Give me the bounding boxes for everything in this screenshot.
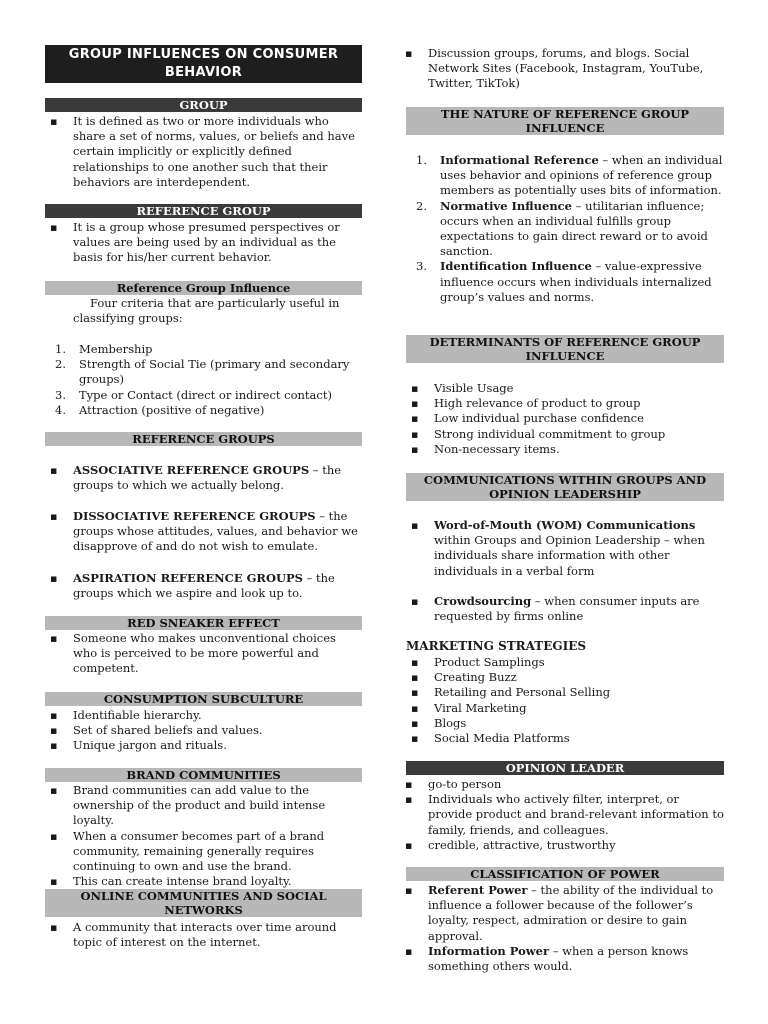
list-item: ▪ Visible Usage — [406, 381, 724, 396]
list-item: ▪ Information Power – when a person knows something others would. — [400, 944, 724, 974]
list-item: ▪ Blogs — [406, 716, 724, 731]
nature-list — [406, 153, 724, 305]
list-item: ▪ Viral Marketing — [406, 701, 724, 716]
list-item: ▪ Social Media Platforms — [406, 731, 724, 746]
list-item: 2. Normative Influence – utilitarian influence; occurs when an individual fulfills group expectations to gain direct reward or to avoid sanction. — [416, 198, 708, 259]
list-item: ▪ Set of shared beliefs and values. — [45, 723, 362, 738]
list-item: ▪ It is a group whose presumed perspectives or values are being used by an individual as the basis for his/her current behavior. — [45, 220, 362, 266]
list-item: ▪ Non-necessary items. — [406, 442, 724, 457]
list-item: ▪ Referent Power – the ability of the individual to influence a follower because of the follower’s loyalty, respect, admiration or desire to gain approval. — [400, 883, 724, 944]
heading-determinants: DETERMINANTS OF REFERENCE GROUP INFLUENCE — [406, 335, 724, 363]
reference-groups-item-2 — [45, 509, 362, 555]
list-item: ▪ Low individual purchase confidence — [406, 411, 724, 426]
online-communities-continued-list — [400, 46, 724, 92]
list-item: ▪ Crowdsourcing – when consumer inputs are requested by firms online — [406, 594, 724, 624]
heading-opinion-leader: OPINION LEADER — [406, 761, 724, 775]
power-list — [400, 883, 724, 974]
list-item: ▪ This can create intense brand loyalty. — [45, 874, 362, 889]
heading-red-sneaker: RED SNEAKER EFFECT — [45, 616, 362, 630]
criteria-intro: Four criteria that are particularly useful in classifying groups: — [73, 296, 340, 326]
list-item: ▪ go-to person — [400, 777, 724, 792]
list-item: 1. Informational Reference – when an individual uses behavior and opinions of reference group members as potentially uses bits of information. — [416, 153, 723, 198]
determinants-list — [406, 381, 724, 457]
heading-reference-group: REFERENCE GROUP — [45, 204, 362, 218]
heading-brand-communities: BRAND COMMUNITIES — [45, 768, 362, 782]
list-item: 3. Type or Contact (direct or indirect contact) — [55, 387, 332, 402]
list-item: ▪ Unique jargon and rituals. — [45, 738, 362, 753]
heading-nature-of-influence: THE NATURE OF REFERENCE GROUP INFLUENCE — [406, 107, 724, 135]
heading-classification-of-power: CLASSIFICATION OF POWER — [406, 867, 724, 881]
heading-communications: COMMUNICATIONS WITHIN GROUPS AND OPINION LEADERSHIP — [406, 473, 724, 501]
online-communities-list — [45, 920, 362, 950]
list-item: ▪ credible, attractive, trustworthy — [400, 838, 724, 853]
heading-consumption-subculture: CONSUMPTION SUBCULTURE — [45, 692, 362, 706]
list-item: 3. Identification Influence – value-expressive influence occurs when individuals internalized group’s values and norms. — [416, 259, 712, 304]
heading-marketing-strategies: MARKETING STRATEGIES — [406, 639, 587, 653]
list-item: ▪ Individuals who actively filter, interpret, or provide product and brand-relevant information to family, friends, and colleagues. — [400, 792, 724, 838]
list-item: ▪ ASSOCIATIVE REFERENCE GROUPS – the groups to which we actually belong. — [45, 463, 362, 493]
communications-item-2 — [406, 594, 724, 624]
list-item: ▪ Retailing and Personal Selling — [406, 685, 724, 700]
reference-groups-item-1 — [45, 463, 362, 493]
opinion-leader-list — [400, 777, 724, 853]
criteria-list — [45, 342, 362, 418]
reference-groups-item-3 — [45, 571, 362, 601]
list-item: ▪ A community that interacts over time around topic of interest on the internet. — [45, 920, 362, 950]
heading-reference-groups: REFERENCE GROUPS — [45, 432, 362, 446]
list-item: ▪ Word-of-Mouth (WOM) Communications within Groups and Opinion Leadership – when individuals share information with other individuals in a verbal form — [406, 518, 724, 579]
reference-group-list — [45, 220, 362, 266]
communications-item-1 — [406, 518, 724, 579]
list-item: ▪ DISSOCIATIVE REFERENCE GROUPS – the groups whose attitudes, values, and behavior we disapprove of and do not wish to emulate. — [45, 509, 362, 555]
red-sneaker-list — [45, 631, 362, 677]
group-list — [45, 114, 362, 190]
heading-group: GROUP — [45, 98, 362, 112]
list-item: ▪ High relevance of product to group — [406, 396, 724, 411]
list-item: 2. Strength of Social Tie (primary and secondary groups) — [55, 357, 350, 387]
list-item: ▪ Someone who makes unconventional choices who is perceived to be more powerful and competent. — [45, 631, 362, 677]
list-item: ▪ ASPIRATION REFERENCE GROUPS – the groups which we aspire and look up to. — [45, 571, 362, 601]
list-item: ▪ Discussion groups, forums, and blogs. Social Network Sites (Facebook, Instagram, YouTube, Twitter, TikTok) — [400, 46, 724, 92]
list-item: ▪ It is defined as two or more individuals who share a set of norms, values, or beliefs and have certain implicitly or explicitly defined relationships to one another such that their behaviors are interdependent. — [45, 114, 362, 190]
heading-online-communities: ONLINE COMMUNITIES AND SOCIAL NETWORKS — [45, 889, 362, 917]
heading-reference-group-influence: Reference Group Influence — [45, 281, 362, 295]
document-title: GROUP INFLUENCES ON CONSUMER BEHAVIOR — [45, 45, 362, 83]
list-item: ▪ Product Samplings — [406, 655, 724, 670]
list-item: ▪ Creating Buzz — [406, 670, 724, 685]
list-item: 4. Attraction (positive of negative) — [55, 402, 265, 417]
list-item: ▪ When a consumer becomes part of a brand community, remaining generally requires continuing to own and use the brand. — [45, 829, 362, 875]
list-item: 1. Membership — [55, 342, 153, 356]
list-item: ▪ Strong individual commitment to group — [406, 427, 724, 442]
marketing-list — [406, 655, 724, 746]
list-item: ▪ Identifiable hierarchy. — [45, 708, 362, 723]
list-item: ▪ Brand communities can add value to the ownership of the product and build intense loyalty. — [45, 783, 362, 829]
brand-communities-list — [45, 783, 362, 889]
consumption-subculture-list — [45, 708, 362, 754]
